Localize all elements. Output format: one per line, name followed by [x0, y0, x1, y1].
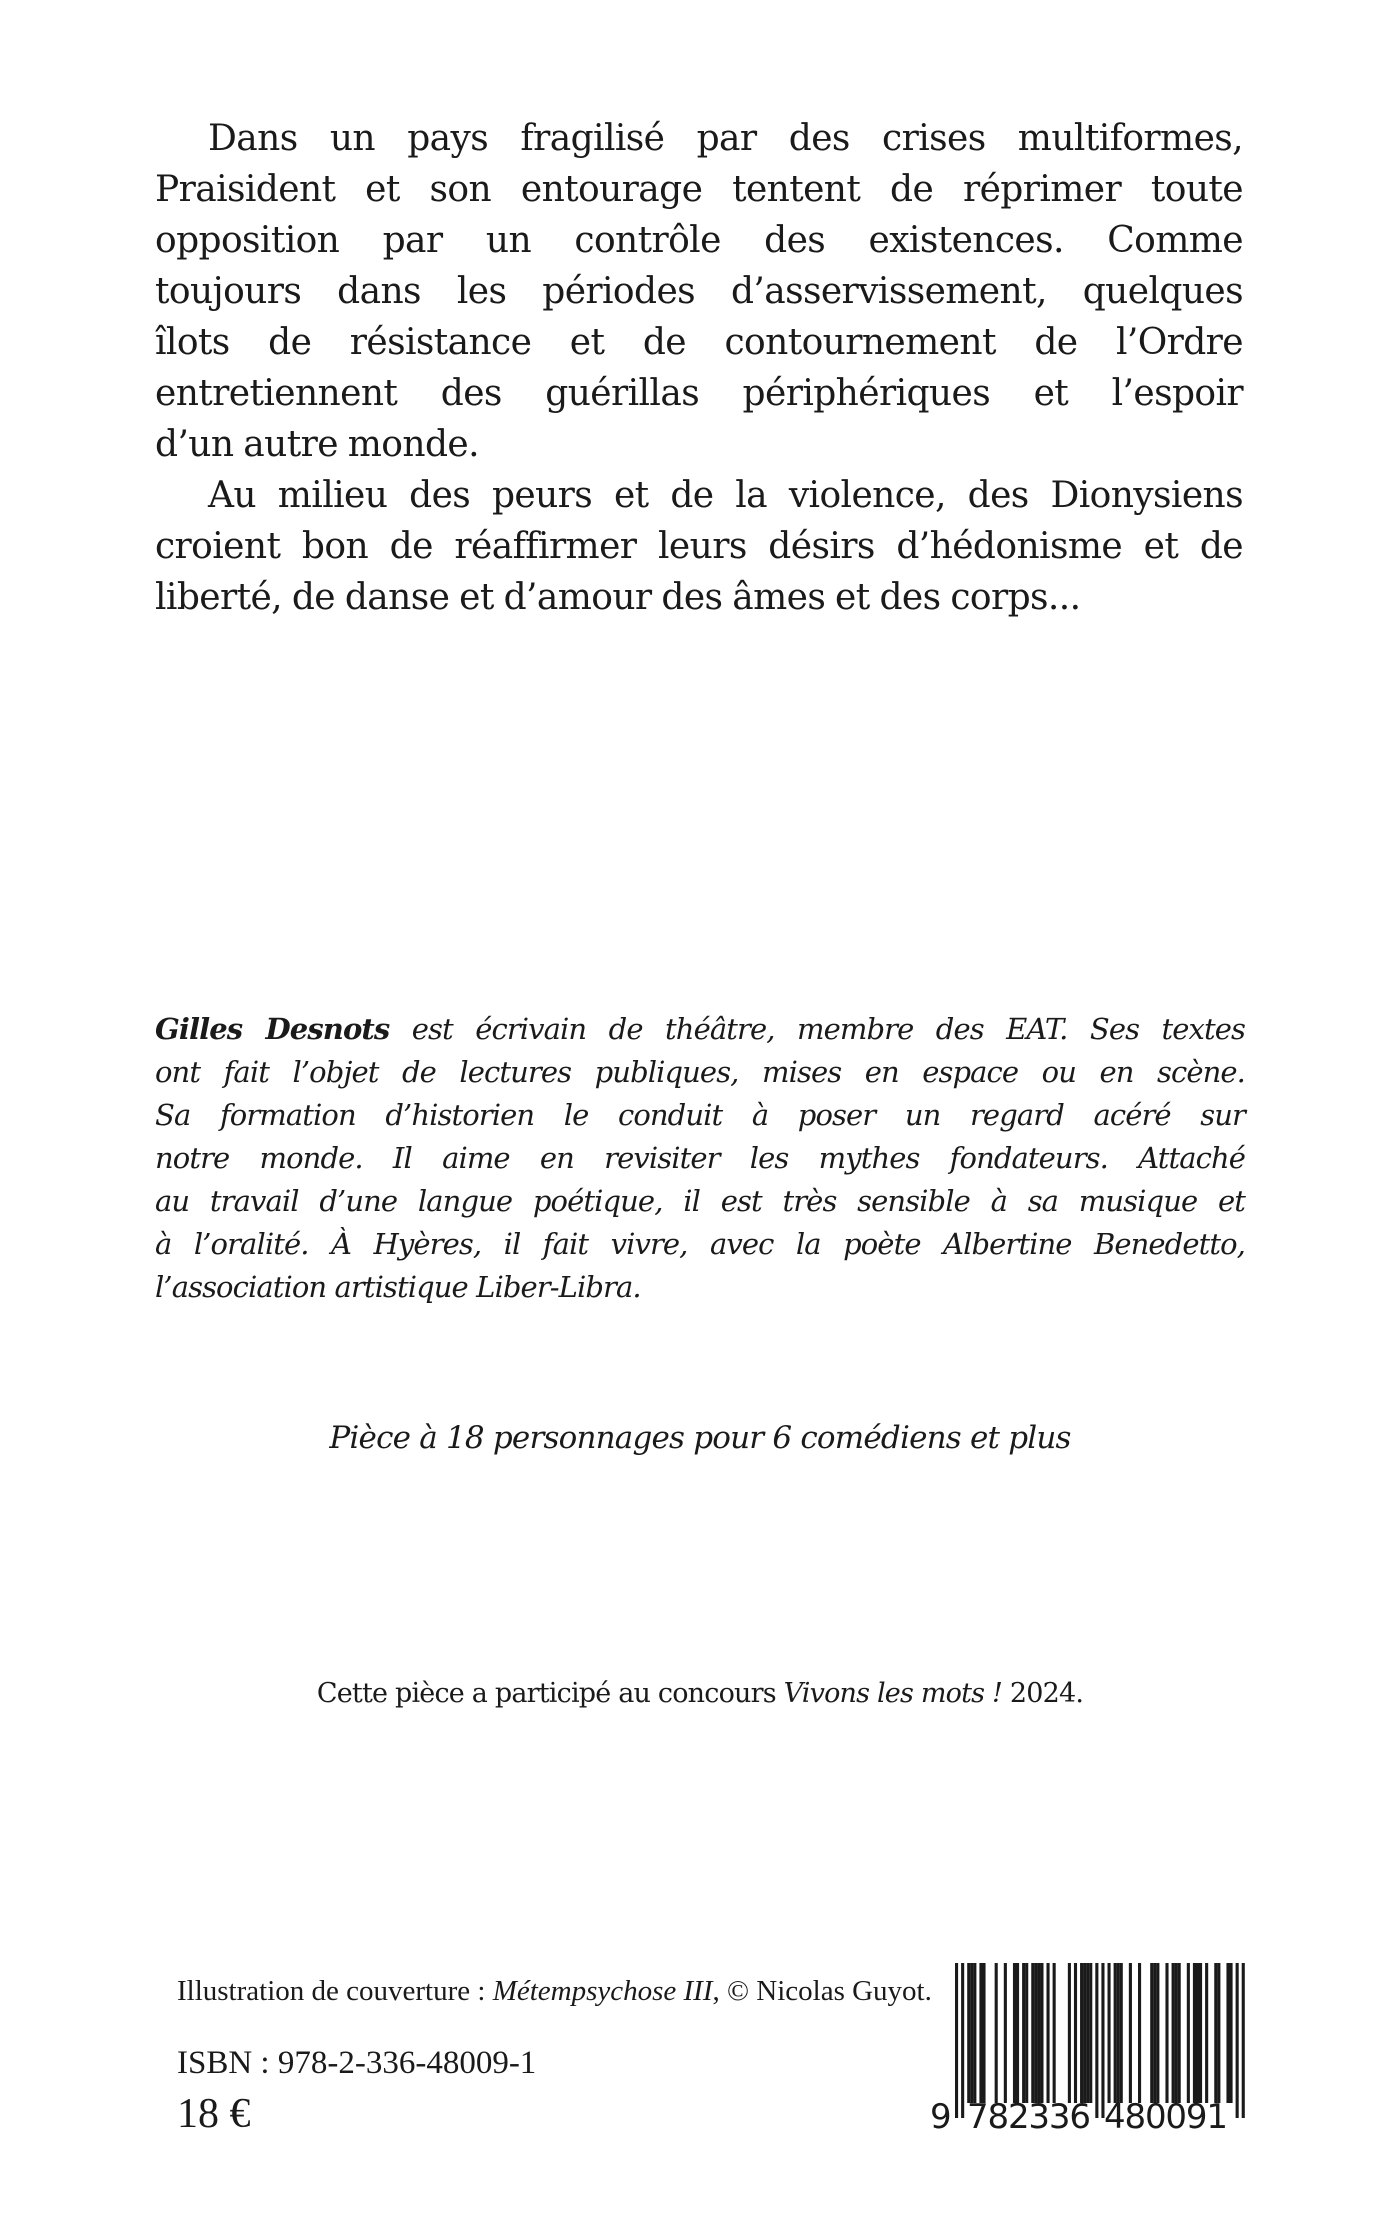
barcode-first-digit: 9 [930, 2097, 952, 2137]
barcode-bar [1153, 1963, 1156, 2103]
barcode-bar [1013, 1963, 1016, 2103]
bio-line [155, 1012, 1245, 1046]
barcode-bar [1040, 1963, 1043, 2103]
blurb-line: Dans un pays fragilisé par des crises multiformes, [208, 118, 1243, 159]
barcode-bar [1193, 1963, 1196, 2103]
barcode-bar [973, 1963, 976, 2103]
barcode-guard-bar [1101, 1963, 1104, 2118]
barcode-bar [1047, 1963, 1050, 2103]
blurb-line: Praisident et son entourage tentent de réprimer toute [155, 169, 1243, 210]
blurb-line: îlots de résistance et de contournement de l’Ordre [155, 322, 1243, 363]
barcode-bar [1025, 1963, 1028, 2103]
barcode-bar [1016, 1963, 1019, 2103]
barcode-bar [1175, 1963, 1178, 2103]
price: 18 € [177, 2091, 251, 2137]
barcode-bar [1068, 1963, 1071, 2103]
barcode-bar [1214, 1963, 1217, 2103]
barcode-bar [1034, 1963, 1037, 2103]
blurb-line: entretiennent des guérillas périphériques et l’espoir [155, 373, 1243, 414]
blurb-line: Au milieu des peurs et de la violence, des Dionysiens [208, 475, 1243, 516]
barcode-guard-bar [955, 1963, 958, 2118]
barcode-bar [1150, 1963, 1153, 2103]
barcode-guard-bar [1242, 1963, 1245, 2118]
barcode-bar [979, 1963, 982, 2103]
bio-line: Sa formation d’historien le conduit à poser un regard acéré sur [155, 1098, 1245, 1132]
blurb-line: opposition par un contrôle des existences. Comme [155, 220, 1243, 261]
isbn-barcode [930, 1958, 1250, 2138]
contest-note [0, 1678, 1400, 1709]
bio-line: à l’oralité. À Hyères, il fait vivre, avec la poète Albertine Benedetto, [155, 1227, 1245, 1261]
illustration-credit: , © Nicolas Guyot. [712, 1975, 932, 2007]
barcode-bar [982, 1963, 985, 2103]
barcode-bar [1074, 1963, 1077, 2103]
barcode-bar [1120, 1963, 1123, 2103]
barcode-left-digits: 782336 [967, 2097, 1091, 2137]
barcode-bar [1037, 1963, 1040, 2103]
barcode-bar [1138, 1963, 1141, 2103]
barcode-bar [1199, 1963, 1202, 2103]
contest-suffix: 2024. [1002, 1678, 1084, 1709]
barcode-bar [1187, 1963, 1190, 2103]
author-name: Gilles Desnots [155, 1012, 390, 1046]
blurb-line: d’un autre monde. [155, 424, 479, 465]
illustration-title: Métempsychose III [492, 1975, 713, 2007]
illustration-prefix: Illustration de couverture : [177, 1975, 493, 2007]
casting-note: Pièce à 18 personnages pour 6 comédiens et plus [329, 1420, 1071, 1456]
blurb-line: croient bon de réaffirmer leurs désirs d’hédonisme et de [155, 526, 1243, 567]
bio-line: ont fait l’objet de lectures publiques, mises en espace ou en scène. [155, 1055, 1245, 1089]
barcode-bar [1172, 1963, 1175, 2103]
contest-name: Vivons les mots ! [783, 1678, 1003, 1709]
barcode-bar [970, 1963, 973, 2103]
bio-line: au travail d’une langue poétique, il est très sensible à sa musique et [155, 1184, 1245, 1218]
barcode-guard-bar [1236, 1963, 1239, 2118]
cover-illustration-credit [177, 1975, 932, 2008]
barcode-bar [1114, 1963, 1117, 2103]
barcode-bar [1004, 1963, 1007, 2103]
barcode-bar [1108, 1963, 1111, 2103]
barcode-right-digits: 480091 [1104, 2097, 1228, 2137]
barcode-guard-bar [1095, 1963, 1098, 2118]
barcode-bar [1053, 1963, 1056, 2103]
barcode-bar [1165, 1963, 1168, 2103]
barcode-bar [1156, 1963, 1159, 2103]
barcode-bar [1086, 1963, 1089, 2103]
blurb-line: liberté, de danse et d’amour des âmes et des corps... [155, 577, 1081, 618]
barcode-bar [1129, 1963, 1132, 2103]
bio-line: notre monde. Il aime en revisiter les mythes fondateurs. Attaché [155, 1141, 1245, 1175]
barcode-bar [1117, 1963, 1120, 2103]
barcode-bar [1205, 1963, 1208, 2103]
isbn: ISBN : 978-2-336-48009-1 [177, 2045, 537, 2081]
bio-text: est écrivain de théâtre, membre des EAT. Ses textes [389, 1012, 1245, 1046]
barcode-bar [1196, 1963, 1199, 2103]
barcode-bar [1178, 1963, 1181, 2103]
barcode-bar [995, 1963, 998, 2103]
blurb-line: toujours dans les périodes d’asservissement, quelques [155, 271, 1243, 312]
barcode-bars [955, 1963, 1245, 2118]
barcode-bar [967, 1963, 970, 2103]
barcode-bar [1217, 1963, 1220, 2103]
barcode-bar [1080, 1963, 1083, 2103]
barcode-bar [1089, 1963, 1092, 2103]
contest-prefix: Cette pièce a participé au concours [316, 1678, 784, 1709]
barcode-bar [1031, 1963, 1034, 2103]
barcode-bar [1022, 1963, 1025, 2103]
bio-line: l’association artistique Liber-Libra. [155, 1270, 641, 1304]
barcode-bar [1230, 1963, 1233, 2103]
barcode-guard-bar [961, 1963, 964, 2118]
barcode-bar [1226, 1963, 1229, 2103]
barcode-bar [1083, 1963, 1086, 2103]
